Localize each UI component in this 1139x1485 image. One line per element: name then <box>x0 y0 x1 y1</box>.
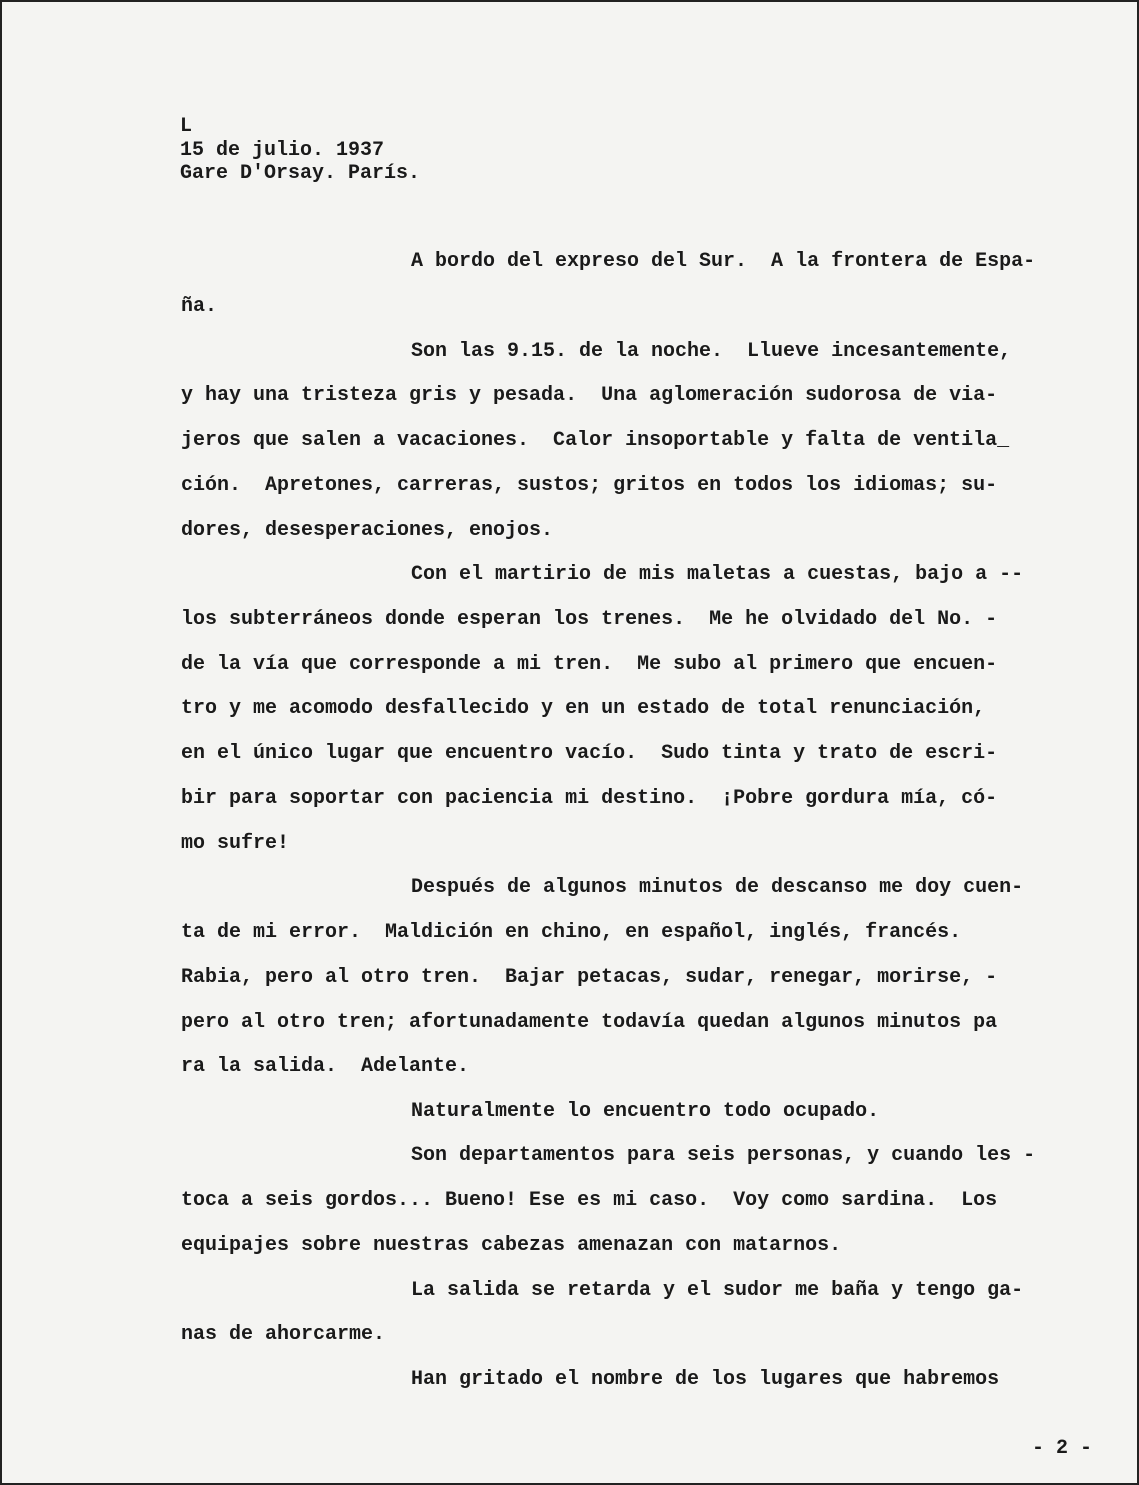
text-line: ra la salida. Adelante. <box>181 1055 470 1078</box>
text-line: bir para soportar con paciencia mi destino. ¡Pobre gordura mía, có- <box>181 787 998 810</box>
text-line: dores, desesperaciones, enojos. <box>181 519 554 542</box>
text-line: Rabia, pero al otro tren. Bajar petacas, sudar, renegar, morirse, - <box>181 966 998 989</box>
text-line: Con el martirio de mis maletas a cuestas, bajo a -- <box>411 563 1024 586</box>
date-line: 15 de julio. 1937 <box>180 139 385 162</box>
letter-mark: L <box>180 115 193 138</box>
text-line: Son departamentos para seis personas, y cuando les - <box>411 1144 1036 1167</box>
text-line: Han gritado el nombre de los lugares que habremos <box>411 1368 1000 1391</box>
text-line: jeros que salen a vacaciones. Calor insoportable y falta de ventila_ <box>181 429 1010 452</box>
text-line: equipajes sobre nuestras cabezas amenazan con matarnos. <box>181 1234 842 1257</box>
place-line: Gare D'Orsay. París. <box>180 162 421 185</box>
text-line: y hay una tristeza gris y pesada. Una aglomeración sudorosa de via- <box>181 384 998 407</box>
text-line: toca a seis gordos... Bueno! Ese es mi caso. Voy como sardina. Los <box>181 1189 998 1212</box>
text-line: nas de ahorcarme. <box>181 1323 386 1346</box>
text-line: Después de algunos minutos de descanso me doy cuen- <box>411 876 1024 899</box>
text-line: La salida se retarda y el sudor me baña y tengo ga- <box>411 1279 1024 1302</box>
text-line: Son las 9.15. de la noche. Llueve incesantemente, <box>411 340 1012 363</box>
text-line: Naturalmente lo encuentro todo ocupado. <box>411 1100 880 1123</box>
text-line: los subterráneos donde esperan los trenes. Me he olvidado del No. - <box>181 608 998 631</box>
text-line: A bordo del expreso del Sur. A la frontera de Espa- <box>411 250 1036 273</box>
text-line: ción. Apretones, carreras, sustos; gritos en todos los idiomas; su- <box>181 474 998 497</box>
text-line: tro y me acomodo desfallecido y en un estado de total renunciación, <box>181 697 986 720</box>
page-number: - 2 - <box>1032 1437 1093 1460</box>
text-line: en el único lugar que encuentro vacío. Sudo tinta y trato de escri- <box>181 742 998 765</box>
text-line: de la vía que corresponde a mi tren. Me subo al primero que encuen- <box>181 653 998 676</box>
text-line: pero al otro tren; afortunadamente todavía quedan algunos minutos pa <box>181 1011 998 1034</box>
text-line: mo sufre! <box>181 832 290 855</box>
text-line: ta de mi error. Maldición en chino, en español, inglés, francés. <box>181 921 962 944</box>
text-line: ña. <box>181 295 218 318</box>
